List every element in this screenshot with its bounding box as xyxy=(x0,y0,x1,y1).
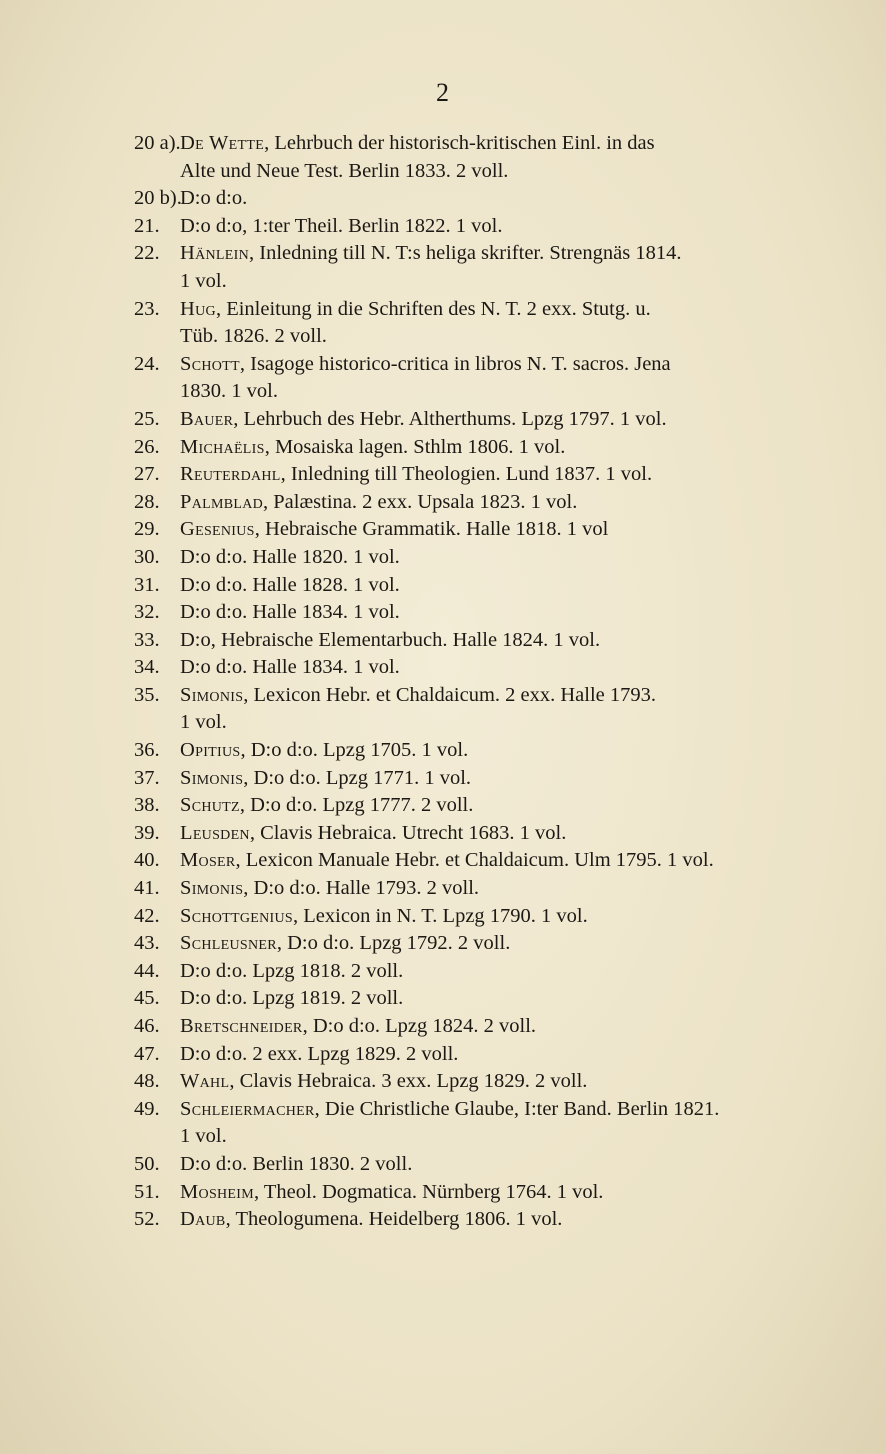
entry-description: , Lehrbuch der historisch-kritischen Einl. in das xyxy=(264,132,655,154)
entry-description: D:o d:o. Halle 1834. 1 vol. xyxy=(180,656,400,679)
entry-number: 24. xyxy=(134,352,160,375)
catalogue-entry xyxy=(134,185,824,213)
entry-description: , Isagoge historico-critica in libros N. T. sacros. Jena xyxy=(239,352,671,375)
catalogue-entry xyxy=(134,765,824,793)
catalogue-entry xyxy=(134,130,824,185)
entry-description: , Clavis Hebraica. 3 exx. Lpzg 1829. 2 voll. xyxy=(229,1070,588,1093)
entry-number: 49. xyxy=(134,1097,160,1120)
entry-description: , Die Christliche Glaube, I:ter Band. Berlin 1821. xyxy=(314,1097,720,1120)
entry-text-line xyxy=(180,875,824,903)
entry-text-line xyxy=(180,489,824,517)
entry-author: Mosheim xyxy=(180,1180,254,1203)
catalogue-entry xyxy=(134,1179,824,1207)
entry-number: 23. xyxy=(134,297,160,320)
entry-description: , Palæstina. 2 exx. Upsala 1823. 1 vol. xyxy=(263,490,578,513)
entry-number: 52. xyxy=(134,1208,160,1231)
catalogue-entry xyxy=(134,847,824,875)
entry-description: , Inledning till N. T:s heliga skrifter. Strengnäs 1814. xyxy=(249,242,682,265)
entry-text-line xyxy=(180,903,824,931)
entry-text-line xyxy=(180,185,824,213)
entry-text-line xyxy=(180,627,824,655)
entry-author: Michaëlis xyxy=(180,435,265,458)
entry-description: , Theologumena. Heidelberg 1806. 1 vol. xyxy=(225,1208,563,1231)
entry-number: 33. xyxy=(134,628,160,651)
entry-author: Opitius xyxy=(180,739,241,762)
entry-text-line xyxy=(180,930,824,958)
entry-author: Leusden xyxy=(180,821,250,844)
catalogue-entry xyxy=(134,903,824,931)
entry-author: Schleusner xyxy=(180,932,277,955)
entry-number: 41. xyxy=(134,877,160,900)
entry-text-line xyxy=(180,130,824,158)
entry-number: 48. xyxy=(134,1070,160,1093)
entry-description: , D:o d:o. Lpzg 1771. 1 vol. xyxy=(243,766,472,789)
catalogue-entry xyxy=(134,930,824,958)
entry-description: , D:o d:o. Halle 1793. 2 voll. xyxy=(243,877,480,900)
entry-text-line xyxy=(180,709,824,737)
entry-text-line xyxy=(180,213,824,241)
catalogue-entry xyxy=(134,461,824,489)
entry-text-line xyxy=(180,765,824,793)
entry-text-line xyxy=(180,461,824,489)
entry-description: , Hebraische Grammatik. Halle 1818. 1 vol xyxy=(254,518,609,541)
entry-text-line xyxy=(180,1123,824,1151)
entry-number: 47. xyxy=(134,1042,160,1065)
entry-text-line xyxy=(180,1041,824,1069)
entry-text-line xyxy=(180,544,824,572)
entry-number: 27. xyxy=(134,463,160,486)
entry-number: 34. xyxy=(134,656,160,679)
entry-number: 31. xyxy=(134,573,160,596)
entry-description: Tüb. 1826. 2 voll. xyxy=(180,325,327,348)
catalogue-entry xyxy=(134,434,824,462)
entry-description: , D:o d:o. Lpzg 1705. 1 vol. xyxy=(240,739,469,762)
entry-text-line xyxy=(180,599,824,627)
catalogue-entry xyxy=(134,1096,824,1151)
entry-description: , Mosaiska lagen. Sthlm 1806. 1 vol. xyxy=(264,435,566,458)
catalogue-entry xyxy=(134,240,824,295)
entry-number: 22. xyxy=(134,242,160,265)
catalogue-entry xyxy=(134,792,824,820)
entry-author: Palmblad xyxy=(180,490,264,513)
entry-description: , D:o d:o. Lpzg 1792. 2 voll. xyxy=(276,932,511,955)
catalogue-entry xyxy=(134,875,824,903)
entry-description: D:o d:o. Lpzg 1818. 2 voll. xyxy=(180,959,404,982)
entry-description: D:o d:o. 2 exx. Lpzg 1829. 2 voll. xyxy=(180,1042,459,1065)
entry-number: 40. xyxy=(134,849,160,872)
entry-number: 21. xyxy=(134,214,160,237)
entry-text-line xyxy=(180,1013,824,1041)
entry-number: 30. xyxy=(134,545,160,568)
entry-description: , Lexicon Hebr. et Chaldaicum. 2 exx. Halle 1793. xyxy=(243,683,657,706)
entry-text-line xyxy=(180,958,824,986)
entry-description: , Theol. Dogmatica. Nürnberg 1764. 1 vol. xyxy=(254,1180,604,1203)
entry-author: De Wette xyxy=(180,132,265,154)
entry-description: D:o d:o. Berlin 1830. 2 voll. xyxy=(180,1152,413,1175)
entry-author: Bretschneider xyxy=(180,1015,303,1037)
entry-description: D:o d:o. xyxy=(180,187,248,210)
entry-author: Simonis xyxy=(180,683,244,706)
entry-description: Alte und Neue Test. Berlin 1833. 2 voll. xyxy=(180,159,509,182)
entry-number: 36. xyxy=(134,739,160,762)
entry-number: 37. xyxy=(134,766,160,789)
entry-text-line xyxy=(180,240,824,268)
entry-number: 32. xyxy=(134,601,160,624)
catalogue-entry xyxy=(134,599,824,627)
catalogue-entry xyxy=(134,406,824,434)
entry-text-line xyxy=(180,820,824,848)
entry-number: 35. xyxy=(134,683,160,706)
entry-author: Schutz xyxy=(180,794,240,817)
entry-text-line xyxy=(180,158,824,186)
entry-description: D:o, Hebraische Elementarbuch. Halle 1824. 1 vol. xyxy=(180,628,601,651)
entry-text-line xyxy=(180,268,824,296)
entry-text-line xyxy=(180,682,824,710)
entry-text-line xyxy=(180,985,824,1013)
entry-text-line xyxy=(180,516,824,544)
entry-description: 1830. 1 vol. xyxy=(180,380,278,403)
entry-description: , Lexicon Manuale Hebr. et Chaldaicum. Ulm 1795. 1 vol. xyxy=(235,849,714,872)
catalogue-entry xyxy=(134,351,824,406)
entry-text-line xyxy=(180,737,824,765)
entry-text-line xyxy=(180,1068,824,1096)
entry-text-line xyxy=(180,792,824,820)
catalogue-entry xyxy=(134,516,824,544)
catalogue-entries xyxy=(134,130,824,1234)
entry-number: 44. xyxy=(134,959,160,982)
entry-description: D:o d:o. Halle 1834. 1 vol. xyxy=(180,601,400,624)
catalogue-entry xyxy=(134,1041,824,1069)
entry-text-line xyxy=(180,1151,824,1179)
entry-number: 20 b). xyxy=(134,187,182,210)
entry-author: Simonis xyxy=(180,877,244,900)
entry-text-line xyxy=(180,572,824,600)
entry-number: 38. xyxy=(134,794,160,817)
entry-author: Simonis xyxy=(180,766,244,789)
entry-number: 25. xyxy=(134,407,160,430)
entry-text-line xyxy=(180,323,824,351)
entry-description: , Inledning till Theologien. Lund 1837. 1 vol. xyxy=(280,463,653,486)
catalogue-entry xyxy=(134,1151,824,1179)
page-number: 2 xyxy=(436,78,450,107)
entry-author: Bauer xyxy=(180,407,234,430)
entry-text-line xyxy=(180,434,824,462)
entry-description: D:o d:o, 1:ter Theil. Berlin 1822. 1 vol. xyxy=(180,214,503,237)
catalogue-entry xyxy=(134,985,824,1013)
entry-number: 28. xyxy=(134,490,160,513)
entry-author: Schott xyxy=(180,352,240,375)
catalogue-entry xyxy=(134,737,824,765)
catalogue-entry xyxy=(134,1068,824,1096)
entry-author: Reuterdahl xyxy=(180,463,281,486)
entry-author: Daub xyxy=(180,1208,226,1231)
entry-number: 20 a). xyxy=(134,132,181,154)
entry-text-line xyxy=(180,1179,824,1207)
entry-description: 1 vol. xyxy=(180,269,227,292)
entry-number: 43. xyxy=(134,932,160,955)
entry-text-line xyxy=(180,351,824,379)
entry-author: Schottgenius xyxy=(180,904,293,927)
entry-author: Moser xyxy=(180,849,236,872)
catalogue-entry xyxy=(134,1013,824,1041)
entry-text-line xyxy=(180,1096,824,1124)
catalogue-entry xyxy=(134,627,824,655)
entry-text-line xyxy=(180,378,824,406)
entry-number: 26. xyxy=(134,435,160,458)
entry-text-line xyxy=(180,296,824,324)
entry-author: Wahl xyxy=(180,1070,230,1093)
entry-description: , D:o d:o. Lpzg 1824. 2 voll. xyxy=(302,1015,537,1037)
catalogue-entry xyxy=(134,296,824,351)
entry-description: , Clavis Hebraica. Utrecht 1683. 1 vol. xyxy=(249,821,567,844)
entry-description: 1 vol. xyxy=(180,711,227,734)
catalogue-entry xyxy=(134,1206,824,1234)
entry-author: Schleiermacher xyxy=(180,1097,315,1120)
catalogue-entry xyxy=(134,958,824,986)
catalogue-entry xyxy=(134,489,824,517)
entry-number: 29. xyxy=(134,518,160,541)
catalogue-entry xyxy=(134,682,824,737)
entry-author: Gesenius xyxy=(180,518,255,541)
entry-text-line xyxy=(180,654,824,682)
entry-number: 42. xyxy=(134,904,160,927)
entry-number: 39. xyxy=(134,821,160,844)
entry-text-line xyxy=(180,406,824,434)
entry-author: Hug xyxy=(180,297,216,320)
entry-description: 1 vol. xyxy=(180,1125,227,1148)
catalogue-entry xyxy=(134,544,824,572)
catalogue-entry xyxy=(134,572,824,600)
entry-number: 45. xyxy=(134,987,160,1010)
entry-description: D:o d:o. Halle 1820. 1 vol. xyxy=(180,545,400,568)
catalogue-entry xyxy=(134,213,824,241)
catalogue-entry xyxy=(134,820,824,848)
entry-description: , D:o d:o. Lpzg 1777. 2 voll. xyxy=(239,794,474,817)
entry-description: , Einleitung in die Schriften des N. T. 2 exx. Stutg. u. xyxy=(215,297,651,320)
catalogue-entry xyxy=(134,654,824,682)
entry-number: 50. xyxy=(134,1152,160,1175)
entry-text-line xyxy=(180,1206,824,1234)
entry-text-line xyxy=(180,847,824,875)
entry-description: D:o d:o. Lpzg 1819. 2 voll. xyxy=(180,987,404,1010)
entry-number: 51. xyxy=(134,1180,160,1203)
entry-number: 46. xyxy=(134,1015,160,1037)
entry-description: , Lexicon in N. T. Lpzg 1790. 1 vol. xyxy=(293,904,588,927)
entry-description: D:o d:o. Halle 1828. 1 vol. xyxy=(180,573,400,596)
entry-author: Hänlein xyxy=(180,242,250,265)
entry-description: , Lehrbuch des Hebr. Altherthums. Lpzg 1797. 1 vol. xyxy=(233,407,667,430)
